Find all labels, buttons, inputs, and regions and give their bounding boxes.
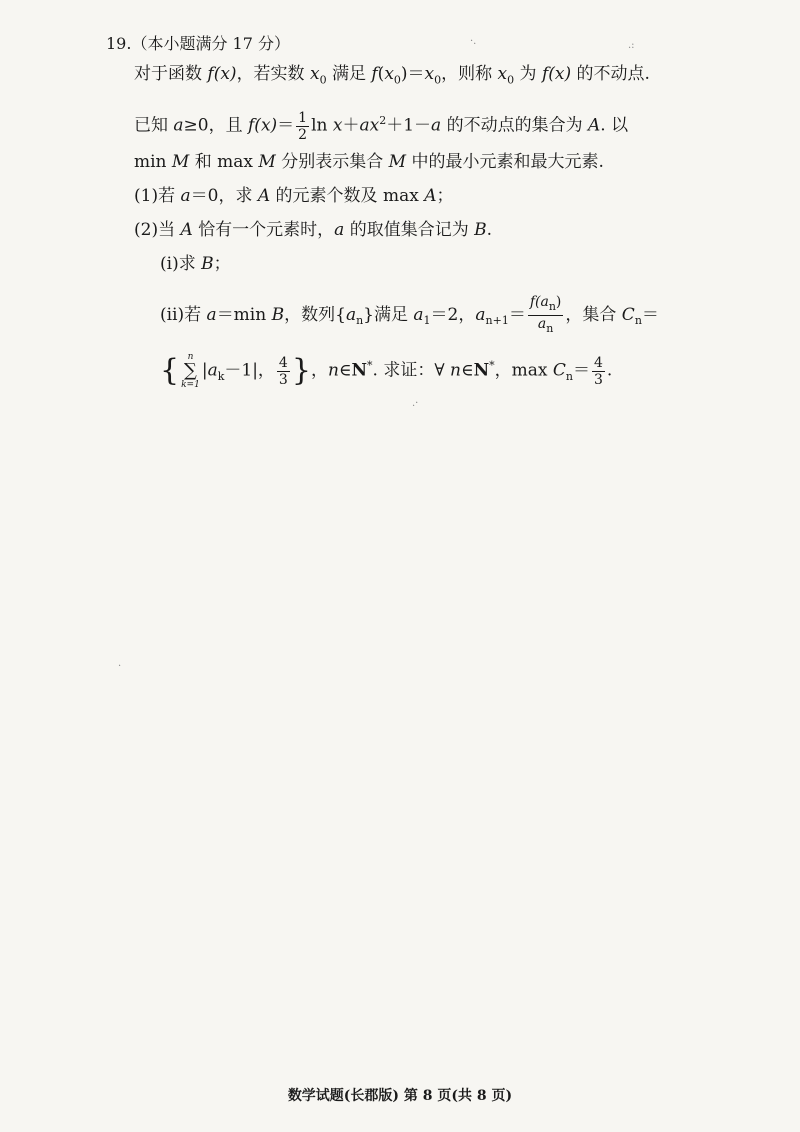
text: ，集合 xyxy=(565,304,622,325)
text: ，max xyxy=(494,360,553,381)
text: . xyxy=(606,360,613,381)
denominator: 2 xyxy=(298,126,308,143)
math-var: M xyxy=(258,152,276,172)
problem-heading: 19.（本小题满分 17 分） xyxy=(106,34,290,53)
text: 为 xyxy=(514,64,542,84)
math-var: a xyxy=(475,304,486,325)
subscript: 0 xyxy=(393,73,401,87)
math-var: a xyxy=(345,304,357,325)
math-var: x xyxy=(424,64,435,84)
fraction-four-thirds xyxy=(277,355,290,388)
text: (ⅰ)求 xyxy=(160,254,202,274)
text: ，则称 xyxy=(441,64,498,84)
minmax-line xyxy=(134,150,604,174)
numerator: 1 xyxy=(298,109,308,126)
subscript: 1 xyxy=(423,314,431,328)
math-var: x xyxy=(384,64,394,84)
subscript: n+1 xyxy=(485,314,509,328)
text: ＝ xyxy=(508,304,526,325)
denominator xyxy=(536,316,555,337)
text: . 求证：∀ xyxy=(372,360,451,381)
math-var: x xyxy=(497,64,508,84)
page-footer: 数学试题(长郡版) 第 8 页(共 8 页) xyxy=(287,1088,513,1104)
sum-upper-limit: n xyxy=(187,352,194,363)
text: 中的最小元素和最大元素. xyxy=(406,152,604,172)
sum-lower-limit: k=1 xyxy=(181,380,200,391)
math-var: a xyxy=(206,304,217,325)
subscript: n xyxy=(356,314,364,328)
denominator: 3 xyxy=(278,371,288,388)
subscript: k xyxy=(217,370,225,384)
text: ， xyxy=(310,360,328,381)
superscript: * xyxy=(367,359,373,372)
math-var: A xyxy=(257,186,271,206)
text: 的不动点的集合为 xyxy=(441,115,588,136)
math-var: f xyxy=(371,64,378,84)
numerator: 4 xyxy=(593,354,603,371)
text: ＝ xyxy=(641,304,659,325)
intro-line xyxy=(134,62,650,92)
text: 的不动点. xyxy=(571,64,650,84)
text: ( xyxy=(377,64,385,84)
text: ； xyxy=(436,186,454,206)
set-definition-line xyxy=(160,346,612,397)
math-var: C xyxy=(621,304,635,325)
text: ＝ xyxy=(277,115,295,136)
text: 对于函数 xyxy=(134,64,208,84)
text: ＝min xyxy=(216,304,272,325)
math-var: a xyxy=(334,220,345,240)
text: (1)若 xyxy=(134,186,181,206)
math-var: B xyxy=(474,220,487,240)
text: 的取值集合记为 xyxy=(344,220,475,240)
math-var: M xyxy=(171,152,190,172)
math-var: f(x) xyxy=(248,115,278,136)
subscript: n xyxy=(546,321,554,335)
math-var: a xyxy=(413,304,424,325)
superscript: * xyxy=(489,359,495,372)
right-brace: } xyxy=(291,353,311,389)
scan-speck: .· xyxy=(412,398,419,409)
text: ＋ xyxy=(342,115,360,136)
math-var: M xyxy=(388,152,407,172)
math-var: ax xyxy=(359,115,380,136)
summation xyxy=(181,352,200,390)
math-var: a xyxy=(180,186,191,206)
text: )＝ xyxy=(400,64,425,84)
subscript: n xyxy=(548,299,556,313)
text: }满足 xyxy=(363,304,414,325)
text: ＝ xyxy=(572,360,590,381)
text: ，数列{ xyxy=(284,304,346,325)
text: ) xyxy=(555,294,562,310)
left-brace: { xyxy=(160,353,180,389)
math-var: a xyxy=(537,315,547,332)
subscript: 0 xyxy=(434,73,442,87)
scan-speck: . xyxy=(118,658,122,669)
text: 分别表示集合 xyxy=(275,152,389,172)
text: min xyxy=(134,152,172,172)
math-var: a xyxy=(173,115,184,136)
math-var: x xyxy=(309,64,320,84)
text: ＋1－ xyxy=(386,115,432,136)
math-var: x xyxy=(332,115,343,136)
scan-speck: .: xyxy=(628,40,635,51)
text: . 以 xyxy=(600,115,629,136)
text: －1|， xyxy=(224,360,275,381)
text: ，若实数 xyxy=(236,64,310,84)
sigma-symbol: ∑ xyxy=(184,360,197,382)
superscript: 2 xyxy=(379,114,387,127)
denominator: 3 xyxy=(593,371,603,388)
part2ii-line xyxy=(160,294,659,340)
text: (ⅱ)若 xyxy=(160,304,207,325)
text: | xyxy=(201,360,208,381)
math-var: a xyxy=(431,115,442,136)
part2-line xyxy=(134,218,492,242)
text: ∈ xyxy=(460,360,474,381)
part1-line xyxy=(134,184,453,208)
subscript: 0 xyxy=(507,73,515,87)
text: ∈ xyxy=(338,360,352,381)
math-var: n xyxy=(327,360,339,381)
text: . xyxy=(486,220,493,240)
numerator xyxy=(528,294,564,316)
part2i-line xyxy=(160,252,231,276)
math-var: f(x) xyxy=(207,64,237,84)
math-var: f(x) xyxy=(541,64,572,84)
math-var: f(a xyxy=(529,294,549,310)
fraction-four-thirds xyxy=(592,355,605,388)
math-var: a xyxy=(207,360,218,381)
math-var: n xyxy=(450,360,461,381)
subscript: n xyxy=(565,370,573,384)
math-var: B xyxy=(271,304,285,325)
numerator: 4 xyxy=(278,354,288,371)
text: ＝2， xyxy=(430,304,476,325)
text: 的元素个数及 max xyxy=(270,186,425,206)
math-var: A xyxy=(588,115,601,136)
math-var: C xyxy=(552,360,566,381)
text: (2)当 xyxy=(134,220,181,240)
math-var: B xyxy=(201,254,214,274)
fraction-one-half xyxy=(296,110,309,143)
text: ln xyxy=(311,115,333,136)
text: 满足 xyxy=(326,64,372,84)
given-line xyxy=(134,104,628,143)
subscript: n xyxy=(634,314,642,328)
subscript: 0 xyxy=(319,73,327,87)
scan-speck: ·. xyxy=(470,36,477,47)
natural-numbers-symbol: N xyxy=(351,360,368,381)
text: ； xyxy=(213,254,231,274)
text: 已知 xyxy=(134,115,174,136)
text: 和 max xyxy=(189,152,259,172)
text: ≥0，且 xyxy=(183,115,249,136)
text: ＝0，求 xyxy=(190,186,258,206)
math-var: A xyxy=(180,220,193,240)
text: 恰有一个元素时， xyxy=(192,220,335,240)
math-var: A xyxy=(424,186,437,206)
natural-numbers-symbol: N xyxy=(473,360,490,381)
fraction-f-an-over-an xyxy=(528,294,564,337)
